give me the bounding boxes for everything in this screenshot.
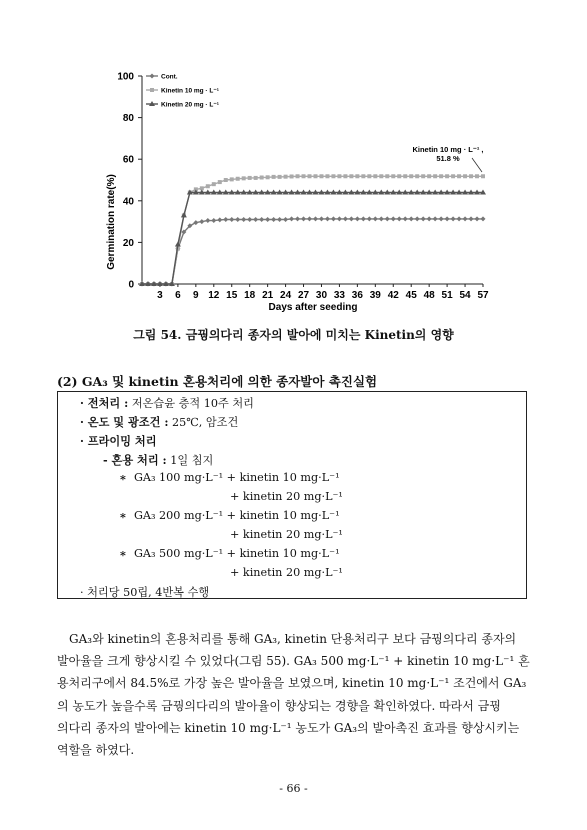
data-point	[307, 216, 312, 221]
x-tick-label: 54	[459, 290, 471, 301]
data-point	[313, 174, 317, 178]
pretreatment-label: · 전처리 :	[80, 396, 129, 410]
annotation-leader	[472, 158, 482, 172]
data-point	[259, 217, 264, 222]
data-point	[230, 177, 234, 181]
data-point	[469, 216, 474, 221]
x-tick-label: 15	[226, 290, 238, 301]
chart-annotation-line2: 51.8 %	[436, 154, 460, 163]
chart-annotation-line1: Kinetin 10 mg · L⁻¹ ,	[412, 145, 484, 154]
data-point	[373, 216, 378, 221]
data-point	[254, 176, 258, 180]
data-point	[427, 174, 431, 178]
data-point	[475, 174, 479, 178]
bullet-ga200: *	[120, 510, 126, 524]
data-point	[361, 216, 366, 221]
data-point	[331, 216, 336, 221]
data-point	[277, 217, 282, 222]
x-tick-label: 24	[280, 290, 292, 301]
data-point	[319, 216, 324, 221]
replication-note: · 처리당 50립, 4반복 수행	[80, 586, 210, 599]
data-point	[373, 174, 377, 178]
data-point	[206, 184, 210, 188]
data-point	[385, 174, 389, 178]
priming-label: · 프라이밍 처리	[80, 434, 157, 448]
data-point	[212, 182, 216, 186]
data-point	[343, 216, 348, 221]
data-point	[302, 174, 306, 178]
data-point	[385, 216, 390, 221]
data-point	[367, 216, 372, 221]
data-point	[343, 174, 347, 178]
paragraph-line: 발아율을 크게 향상시킬 수 있었다(그림 55). GA₃ 500 mg·L⁻¹ + kinetin 10 mg·L⁻¹ 혼	[57, 654, 530, 669]
data-point	[379, 174, 383, 178]
data-point	[337, 174, 341, 178]
paragraph-line: GA₃와 kinetin의 혼용처리를 통해 GA₃, kinetin 단용처리구 보다 금꿩의다리 종자의	[69, 632, 517, 646]
data-point	[349, 216, 354, 221]
data-point	[150, 74, 155, 79]
legend-label: Cont.	[161, 73, 178, 81]
x-tick-label: 51	[441, 290, 453, 301]
data-point	[355, 174, 359, 178]
data-point	[236, 177, 240, 181]
ga500-line2: + kinetin 20 mg·L⁻¹	[230, 566, 343, 579]
pretreatment-row	[80, 395, 254, 411]
data-point	[265, 217, 270, 222]
data-point	[278, 175, 282, 179]
ga100-line: GA₃ 100 mg·L⁻¹ + kinetin 10 mg·L⁻¹	[134, 471, 340, 484]
data-point	[181, 212, 187, 217]
data-point	[415, 174, 419, 178]
data-point	[331, 174, 335, 178]
data-point	[355, 216, 360, 221]
ga200-line2: + kinetin 20 mg·L⁻¹	[230, 528, 343, 541]
method-box	[57, 391, 527, 599]
data-point	[308, 174, 312, 178]
data-point	[391, 216, 396, 221]
data-point	[242, 176, 246, 180]
body-paragraph	[57, 628, 531, 761]
data-point	[451, 174, 455, 178]
data-point	[301, 216, 306, 221]
x-tick-label: 36	[351, 290, 363, 301]
figure-caption: 그림 54. 금꿩의다리 종자의 발아에 미치는 Kinetin의 영향	[133, 328, 454, 342]
x-tick-label: 27	[297, 290, 310, 301]
data-point	[457, 216, 462, 221]
germination-chart	[100, 62, 500, 322]
chart-series	[139, 174, 486, 286]
x-tick-label: 18	[244, 290, 256, 301]
data-point	[217, 217, 222, 222]
ga100-line2: + kinetin 20 mg·L⁻¹	[230, 490, 343, 503]
data-point	[283, 217, 288, 222]
data-point	[463, 174, 467, 178]
page-number: - 66 -	[279, 782, 308, 795]
data-point	[391, 174, 395, 178]
y-tick-label: 80	[122, 113, 134, 125]
x-tick-label: 33	[333, 290, 345, 301]
data-point	[284, 175, 288, 179]
data-point	[325, 216, 330, 221]
data-point	[211, 218, 216, 223]
bullet-ga500: *	[120, 548, 126, 562]
data-point	[421, 216, 426, 221]
data-point	[439, 216, 444, 221]
paragraph-line: 의다리 종자의 발아에는 kinetin 10 mg·L⁻¹ 농도가 GA₃의 발아촉진 효과를 향상시키는	[57, 720, 520, 735]
x-tick-label: 57	[477, 290, 489, 301]
data-point	[150, 88, 154, 92]
data-point	[367, 174, 371, 178]
data-point	[290, 174, 294, 178]
data-point	[193, 220, 198, 225]
paragraph-line: 역할을 하였다.	[57, 743, 135, 758]
paragraph-line: 용처리구에서 84.5%로 가장 높은 발아율을 보였으며, kinetin 10 mg·L⁻¹ 조건에서 GA₃	[57, 676, 527, 691]
data-point	[199, 219, 204, 224]
chart-legend	[146, 74, 219, 109]
data-point	[224, 178, 228, 182]
x-tick-label: 12	[208, 290, 220, 301]
data-point	[481, 174, 485, 178]
section-heading: (2) GA₃ 및 kinetin 혼용처리에 의한 종자발아 촉진실험	[57, 374, 378, 389]
data-point	[260, 176, 264, 180]
data-point	[241, 217, 246, 222]
series-line	[142, 193, 483, 285]
x-tick-label: 42	[387, 290, 399, 301]
y-tick-label: 20	[122, 237, 134, 249]
data-point	[313, 216, 318, 221]
y-tick-label: 0	[128, 279, 134, 291]
data-point	[289, 216, 294, 221]
data-point	[433, 174, 437, 178]
y-tick-label: 100	[117, 71, 134, 83]
data-point	[319, 174, 323, 178]
series-line	[142, 219, 483, 284]
legend-label: Kinetin 10 mg · L⁻¹	[161, 87, 219, 95]
x-tick-label: 30	[315, 290, 328, 301]
data-point	[409, 216, 414, 221]
data-point	[421, 174, 425, 178]
mix-value: 1일 침지	[170, 454, 214, 467]
data-point	[235, 217, 240, 222]
data-point	[409, 174, 413, 178]
y-tick-label: 60	[122, 154, 134, 166]
data-point	[266, 175, 270, 179]
data-point	[247, 217, 252, 222]
mix-label: - 혼용 처리 :	[103, 453, 167, 467]
data-point	[223, 217, 228, 222]
data-point	[337, 216, 342, 221]
data-point	[439, 174, 443, 178]
condition-row	[80, 414, 238, 430]
bullet-ga100: *	[120, 472, 126, 486]
data-point	[397, 216, 402, 221]
data-point	[229, 217, 234, 222]
x-tick-label: 45	[405, 290, 417, 301]
condition-value: 25℃, 암조건	[172, 416, 239, 429]
data-point	[403, 174, 407, 178]
data-point	[415, 216, 420, 221]
data-point	[271, 217, 276, 222]
x-axis-label: Days after seeding	[268, 302, 358, 313]
legend-label: Kinetin 20 mg · L⁻¹	[161, 101, 219, 109]
paragraph-line: 의 농도가 높을수록 금꿩의다리의 발아율이 향상되는 경향을 확인하였다. 따라서 금꿩	[57, 698, 501, 713]
data-point	[361, 174, 365, 178]
data-point	[325, 174, 329, 178]
y-tick-label: 40	[122, 196, 134, 208]
ga500-line: GA₃ 500 mg·L⁻¹ + kinetin 10 mg·L⁻¹	[134, 547, 340, 560]
x-tick-label: 39	[369, 290, 381, 301]
condition-label: · 온도 및 광조건 :	[80, 415, 169, 429]
mix-row	[103, 452, 213, 468]
data-point	[379, 216, 384, 221]
data-point	[272, 175, 276, 179]
data-point	[296, 174, 300, 178]
data-point	[457, 174, 461, 178]
data-point	[253, 217, 258, 222]
data-point	[463, 216, 468, 221]
x-tick-label: 6	[175, 290, 181, 301]
data-point	[295, 216, 300, 221]
data-point	[445, 174, 449, 178]
y-axis-label: Germination rate(%)	[106, 174, 117, 270]
data-point	[469, 174, 473, 178]
data-point	[218, 180, 222, 184]
pretreatment-value: 저온습윤 층적 10주 처리	[131, 397, 254, 410]
data-point	[475, 216, 480, 221]
data-point	[205, 218, 210, 223]
data-point	[397, 174, 401, 178]
data-point	[451, 216, 456, 221]
data-point	[349, 174, 353, 178]
data-point	[433, 216, 438, 221]
data-point	[481, 216, 486, 221]
x-tick-label: 9	[193, 290, 199, 301]
x-tick-label: 21	[262, 290, 274, 301]
data-point	[248, 176, 252, 180]
data-point	[427, 216, 432, 221]
ga200-line: GA₃ 200 mg·L⁻¹ + kinetin 10 mg·L⁻¹	[134, 509, 340, 522]
data-point	[445, 216, 450, 221]
x-tick-label: 3	[157, 290, 163, 301]
x-tick-label: 48	[423, 290, 435, 301]
data-point	[403, 216, 408, 221]
